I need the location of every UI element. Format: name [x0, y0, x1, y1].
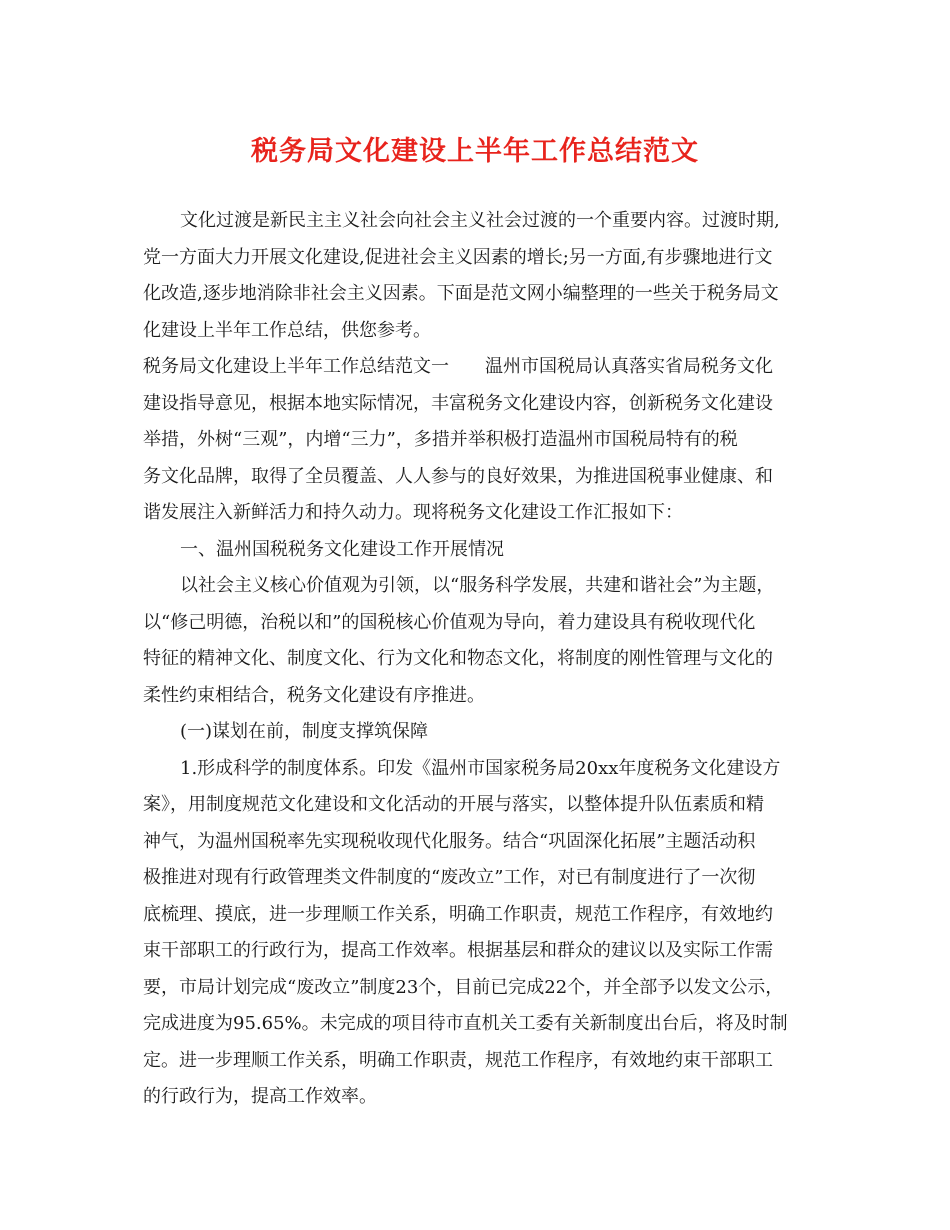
body-line: 的行政行为，提高工作效率。: [143, 1086, 377, 1107]
body-line: 要，市局计划完成“废改立”制度23个，目前已完成22个，并全部予以发文公示，: [143, 976, 784, 998]
body-line: 特征的精神文化、制度文化、行为文化和物态文化，将制度的刚性管理与文化的: [143, 648, 773, 669]
section-heading: 一、温州国税税务文化建设工作开展情况: [180, 538, 504, 560]
body-line: 柔性约束相结合，税务文化建设有序推进。: [143, 684, 485, 706]
body-line: 税务局文化建设上半年工作总结范文一 温州市国税局认真落实省局税务文化: [143, 356, 773, 377]
body-line: 党一方面大力开展文化建设,促进社会主义因素的增长;另一方面,有步骤地进行文: [143, 246, 773, 268]
body-line: 束干部职工的行政行为，提高工作效率。根据基层和群众的建议以及实际工作需: [143, 940, 773, 961]
body-line: 1.形成科学的制度体系。印发《温州市国家税务局20xx年度税务文化建设方: [180, 757, 781, 779]
body-line: 谐发展注入新鲜活力和持久动力。现将税务文化建设工作汇报如下：: [143, 502, 683, 523]
body-line: 定。进一步理顺工作关系，明确工作职责，规范工作程序，有效地约束干部职工: [143, 1049, 773, 1071]
body-line: 举措，外树“三观”，内增“三力”，多措并举积极打造温州市国税局特有的税: [143, 429, 738, 450]
document-body: [143, 203, 823, 1116]
body-line: 案》，用制度规范文化建设和文化活动的开展与落实，以整体提升队伍素质和精: [143, 794, 764, 815]
body-line: 底梳理、摸底，进一步理顺工作关系，明确工作职责，规范工作程序，有效地约: [143, 903, 773, 925]
subsection-heading: (一)谋划在前，制度支撑筑保障: [180, 721, 429, 742]
body-line: 神气，为温州国税率先实现税收现代化服务。结合“巩固深化拓展”主题活动积: [143, 830, 756, 852]
body-line: 化改造,逐步地消除非社会主义因素。下面是范文网小编整理的一些关于税务局文: [143, 283, 779, 304]
body-line: 极推进对现有行政管理类文件制度的“废改立”工作，对已有制度进行了一次彻: [143, 867, 756, 888]
body-line: 化建设上半年工作总结，供您参考。: [143, 319, 431, 341]
body-line: 以社会主义核心价值观为引领，以“服务科学发展，共建和谐社会”为主题，: [180, 575, 775, 596]
body-line: 务文化品牌，取得了全员覆盖、人人参与的良好效果，为推进国税事业健康、和: [143, 465, 773, 487]
body-line: 以“修己明德，治税以和”的国税核心价值观为导向，着力建设具有税收现代化: [143, 611, 756, 633]
body-line: 建设指导意见，根据本地实际情况，丰富税务文化建设内容，创新税务文化建设: [143, 392, 773, 414]
body-line: 文化过渡是新民主主义社会向社会主义社会过渡的一个重要内容。过渡时期,: [180, 210, 780, 231]
document-title: 税务局文化建设上半年工作总结范文: [251, 136, 699, 167]
body-line: 完成进度为95.65%。未完成的项目待市直机关工委有关新制度出台后，将及时制: [143, 1013, 788, 1034]
